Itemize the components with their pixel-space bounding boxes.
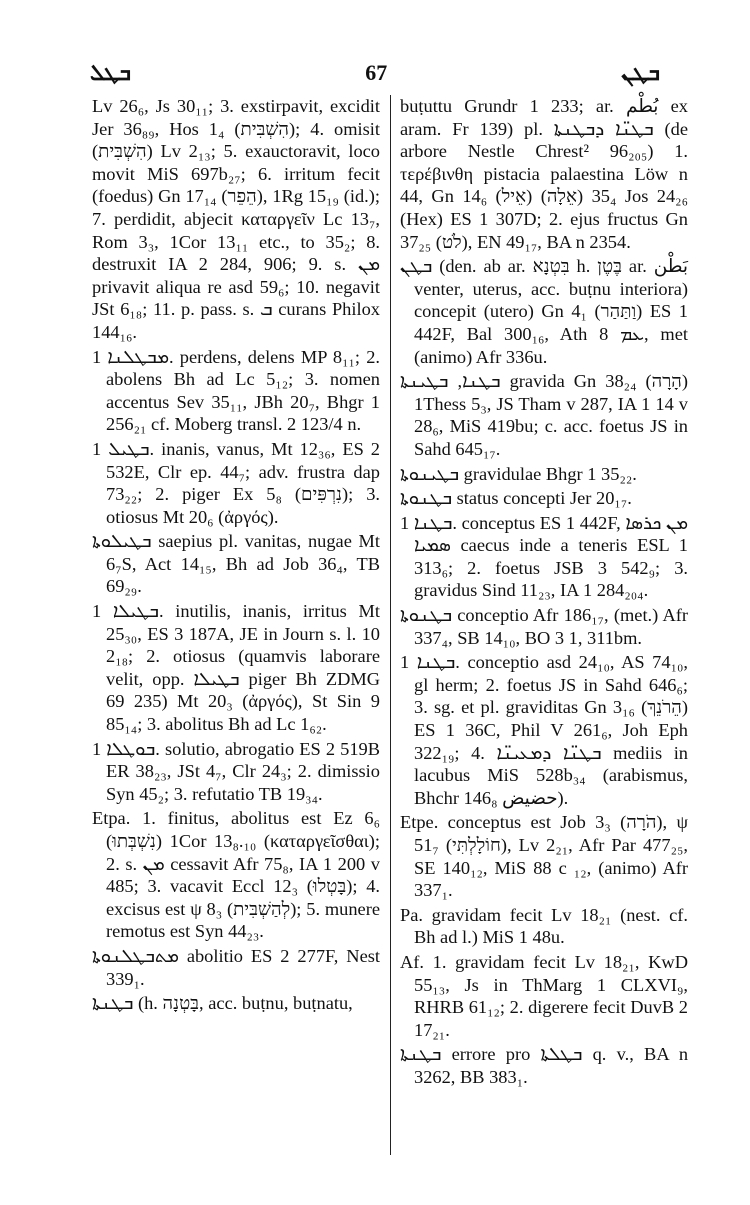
right-entry: ܒܛܝܢܘܬܐ gravidulae Bhgr 1 35₂₂. (400, 463, 637, 484)
left-entry: ܡܒܛܠܢܐ 1. perdens, delens MP 8₁₁; 2. abolens Bh ad Lc 5₁₂; 3. nomen accentus Sev 35₁₁, JBh 20₇, Bhgr 1 256₂₁ cf. Moberg transl. 2 123/4 n. (92, 346, 380, 435)
left-entry: ܒܘܛܠܐ 1. solutio, abrogatio ES 2 519B ER 38₂₃, JSt 4₇, Clr 24₃; 2. dimissio Syn 45₂; 3. refutatio TB 19₃₄. (92, 738, 380, 804)
right-entry: Etpe. conceptus est Job 3₃ (הֹרָה), ψ 51₇ (חוֹלָלְתִּי), Lv 2₂₁, Afr Par 477₂₅, SE 140₁₂, MiS 88 c ₁₂, (animo) Afr 337₁. (400, 812, 688, 901)
right-entry: Af. 1. gravidam fecit Lv 18₂₁, KwD 55₁₃, Js in ThMarg 1 CLXVI₉, RHRB 61₁₂; 2. digerere fecit DuvB 2 17₂₁. (400, 951, 688, 1040)
column-divider (390, 95, 391, 1155)
right-entry: ܒܛܢ (den. ab ar. בִּטְנָא h. בֶּטֶן ar. بَطْن venter, uterus, acc. buṭnu interiora) concepit (utero) Gn 4₁ (וַתַּהַר) ES 1 442F, Bal 300₁₆, Ath ܥܡ 8, met (animo) Afr 336u. (400, 256, 688, 367)
right-entry: Pa. gravidam fecit Lv 18₂₁ (nest. cf. Bh ad l.) MiS 1 48u. (400, 904, 688, 948)
left-entry: ܒܛܝܠܐ 1. inutilis, inanis, irritus Mt 25₃₀, ES 3 187A, JE in Journ s. l. 10 2₁₈; 2. otiosus (quamvis laborare velit, opp. ܒܛܝܠܐ piger Bh ZDMG 69 235) Mt 20₃ (ἀργός), St Sin 9 85₁₄; 3. abolitus Bh ad Lc 1₆₂. (92, 601, 380, 735)
right-entry: ܒܛܢܐ 1. conceptio asd 24₁₀, AS 74₁₀, gl herm; 2. foetus JS in Sahd 646₆; 3. sg. et pl. graviditas Gn 3₁₆ (הֵרֹנֵךְ) ES 1 36C, Phil V 261₆, Joh Eph 322₁₉; 4. ܒܛܢ̈ܐ ܕܡܥܝܢ̈ܐ mediis in lacubus MiS 528b₃₄ (arabismus, Bhchr 146₈ حضيض). (400, 652, 689, 808)
left-entry: ܒܛܝܠ 1. inanis, vanus, Mt 12₃₆, ES 2 532E, Clr ep. 44₇; adv. frustra dap 73₂₂; 2. piger Ex 5₈ (נִרְפִּים); 3. otiosus Mt 20₆ (ἀργός). (92, 438, 380, 527)
right-entry: ܒܛܢܬܐ errore pro ܒܛܠܬܐ q. v., BA n 3262, BB 383₁. (400, 1044, 689, 1087)
right-entry: ܒܛܢܐ, ܒܛܝܢܬܐ gravida Gn 38₂₄ (הָרָה) 1Thess 5₃, JS Tham v 287, IA 1 14 v 28₆, MiS 419bu; c. acc. foetus JS in Sahd 645₁₇. (400, 371, 688, 459)
page-number: 67 (365, 60, 388, 85)
right-entry: ܒܛܢܘܬܐ status concepti Jer 20₁₇. (400, 488, 632, 509)
page-header (90, 58, 660, 88)
left-entry: ܒܛܝܠܘܬܐ saepius pl. vanitas, nugae Mt 6₇S, Act 14₁₅, Bh ad Job 36₄, TB 69₂₉. (92, 531, 380, 597)
right-entry: buṭuttu Grundr 1 233; ar. بُطْم ex aram. Fr 139) pl. ܒܛܢ̈ܐ ܕܒܛܢܬܐ (de arbore Nestle Chrest² 96₂₀₅) 1. τερέβινθη pistacia palaestina Löw n 44, Gn 14₆ (אֵיל) 35₄ (אֵלָה) Jos 24₂₆ (Hex) ES 1 307D; 2. ejus fructus Gn 37₂₅ (לֹט), EN 49₁₇, BA n 2354. (400, 96, 688, 252)
left-column (92, 95, 380, 1017)
header-right-syriac: ܒܛܢ (621, 60, 660, 86)
right-entry: ܒܛܢܐ 1. conceptus ES 1 442F, ܡܢ ܟܪܣܐ ܣܡܝܐ caecus inde a teneris ESL 1 313₆; 2. foetus JSB 3 542₉; 3. gravidus Sind 11₂₃, IA 1 284₂₀₄. (400, 512, 688, 601)
left-entry: ܒܛܢܬܐ (h. בָּטְנָה, acc. buṭnu, buṭnatu, (92, 993, 353, 1014)
header-left-syriac: ܒܛܠ (90, 60, 131, 86)
right-entry: ܒܛܢܘܬܐ conceptio Afr 186₁₇, (met.) Afr 337₄, SB 14₁₀, BO 3 1, 311bm. (400, 605, 688, 648)
left-entry: Etpa. 1. finitus, abolitus est Ez 6₆ (נִשְׁבְּתוּ) 1Cor 13₈.₁₀ (καταργεῖσθαι); 2. s. ܡܢ cessavit Afr 75₈, IA 1 200 v 485; 3. vacavit Eccl 12₃ (בָּטְלוּ); 4. excisus est ψ 8₃ (לְהַשְׁבִּית); 5. munere remotus est Syn 44₂₃. (92, 808, 381, 942)
right-column (400, 95, 688, 1091)
left-entry: Lv 26₆, Js 30₁₁; 3. exstirpavit, excidit Jer 36₈₉, Hos 1₄ (הִשְׁבִּית); 4. omisit (הִשְׁבִּית) Lv 2₁₃; 5. exauctoravit, loco movit MiS 697b₂₇; 6. irritum fecit (foedus) Gn 17₁₄ (הֵפֵר), 1Rg 15₁₉ (id.); 7. perdidit, abjecit καταργεῖν Lc 13₇, Rom 3₃, 1Cor 13₁₁ etc., to 35₂; 8. destruxit IA 2 284, 906; 9. s. ܡܢ privavit aliqua re asd 59₆; 10. negavit JSt 6₁₈; 11. p. pass. s. ܒ curans Philox 144₁₆. (92, 96, 380, 342)
left-entry: ܡܬܒܛܠܢܘܬܐ abolitio ES 2 277F, Nest 339₁. (92, 945, 380, 989)
